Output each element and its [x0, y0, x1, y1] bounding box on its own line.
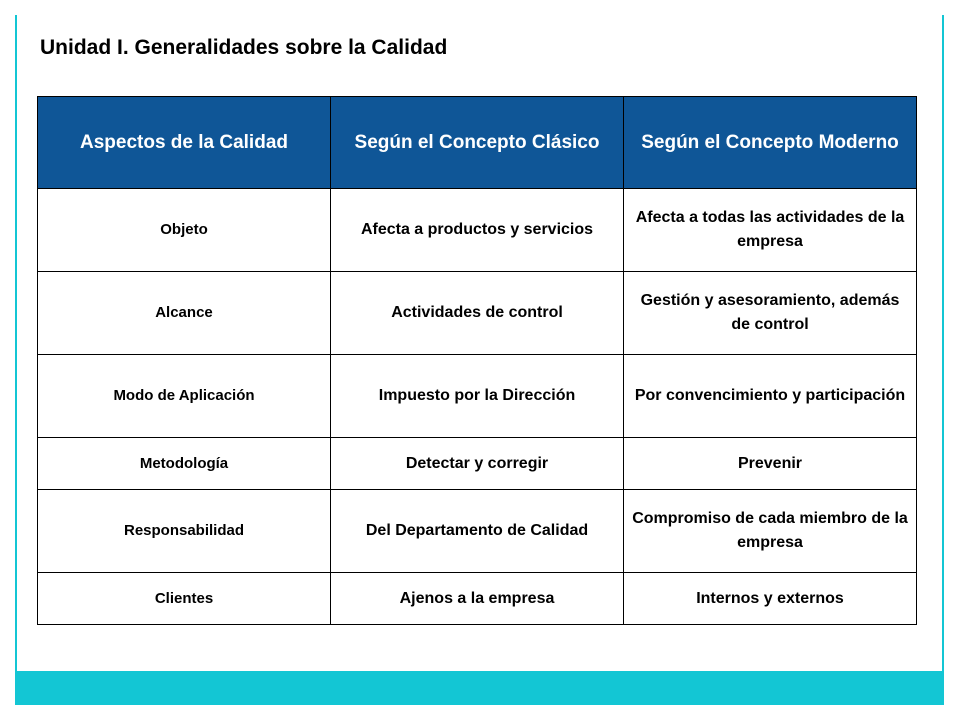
row-classic: Detectar y corregir: [331, 438, 624, 490]
row-classic: Actividades de control: [331, 272, 624, 355]
header-concepto-clasico: Según el Concepto Clásico: [331, 97, 624, 189]
row-modern: Prevenir: [624, 438, 917, 490]
table-row: [38, 438, 917, 490]
row-modern: Afecta a todas las actividades de la empresa: [624, 189, 917, 272]
frame-right-border: [942, 15, 944, 705]
header-concepto-moderno: Según el Concepto Moderno: [624, 97, 917, 189]
table-row: [38, 189, 917, 272]
row-classic: Ajenos a la empresa: [331, 573, 624, 625]
row-aspect: Objeto: [38, 189, 331, 272]
row-modern: Compromiso de cada miembro de la empresa: [624, 490, 917, 573]
row-modern: Gestión y asesoramiento, además de control: [624, 272, 917, 355]
row-aspect: Responsabilidad: [38, 490, 331, 573]
slide-title: Unidad I. Generalidades sobre la Calidad: [40, 36, 448, 59]
header-aspectos: Aspectos de la Calidad: [38, 97, 331, 189]
table-row: [38, 490, 917, 573]
table-row: [38, 355, 917, 438]
row-classic: Impuesto por la Dirección: [331, 355, 624, 438]
row-classic: Del Departamento de Calidad: [331, 490, 624, 573]
row-classic: Afecta a productos y servicios: [331, 189, 624, 272]
table-row: [38, 272, 917, 355]
row-aspect: Clientes: [38, 573, 331, 625]
table-header-row: [38, 97, 917, 189]
row-aspect: Modo de Aplicación: [38, 355, 331, 438]
table-row: [38, 573, 917, 625]
row-modern: Internos y externos: [624, 573, 917, 625]
bottom-accent-band: [15, 671, 944, 705]
frame-left-border: [15, 15, 17, 705]
quality-comparison-table: [37, 96, 917, 625]
row-aspect: Metodología: [38, 438, 331, 490]
row-modern: Por convencimiento y participación: [624, 355, 917, 438]
row-aspect: Alcance: [38, 272, 331, 355]
